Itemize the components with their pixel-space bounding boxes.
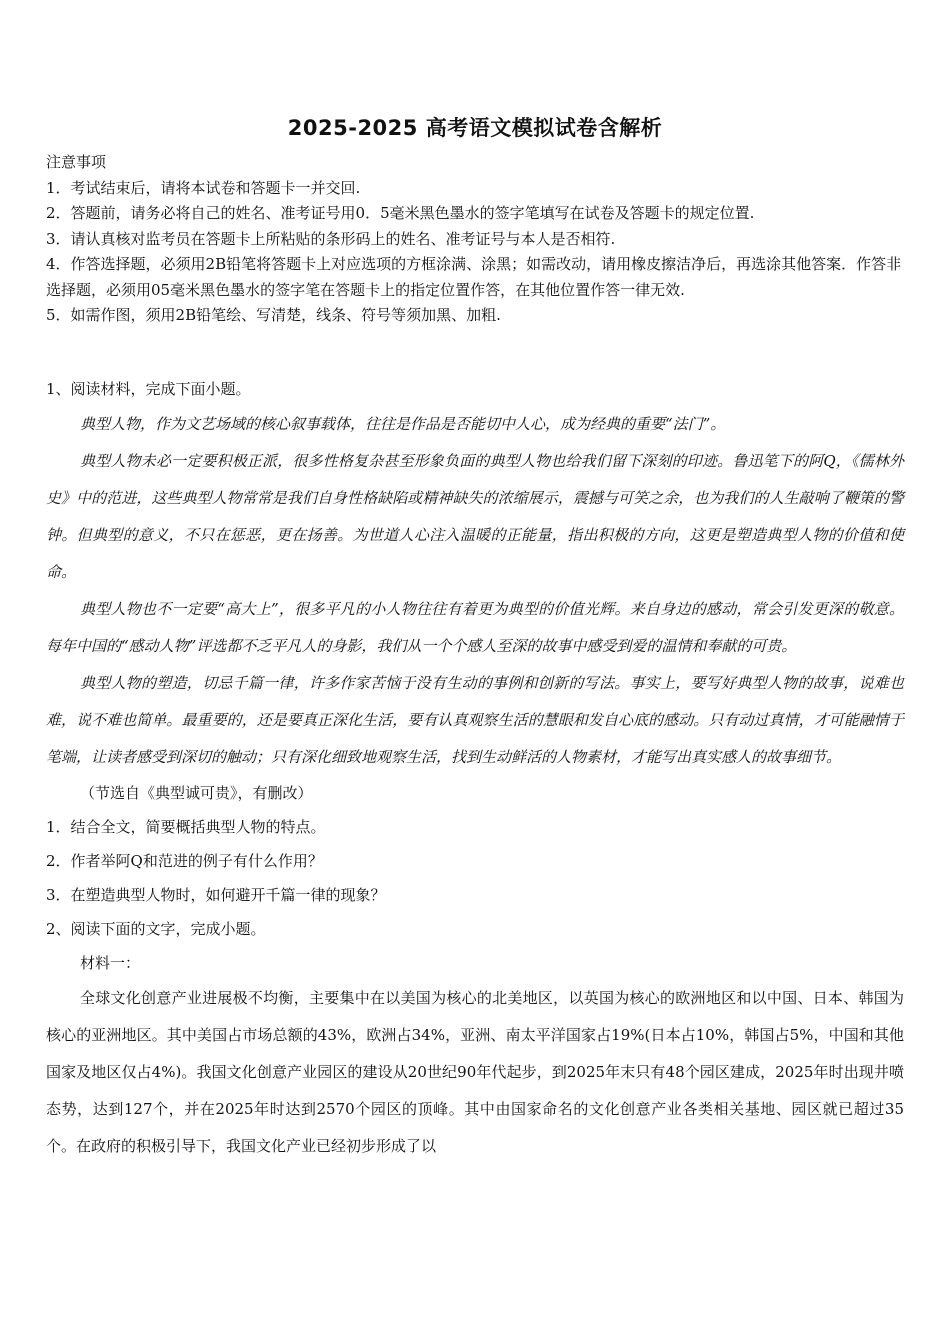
question-2-heading: 2、阅读下面的文字，完成小题。 [46,920,266,938]
passage-paragraph: 典型人物未必一定要积极正派，很多性格复杂甚至形象负面的典型人物也给我们留下深刻的印迹。鲁迅笔下的阿Q，《儒林外史》中的范进，这些典型人物常常是我们自身性格缺陷或精神缺失的浓缩展示，震撼与可笑之余，也为我们的人生敲响了鞭策的警钟。但典型的意义，不只在惩恶，更在扬善。为世道人心注入温暖的正能量，指出积极的方向，这更是塑造典型人物的价值和使命。 [46,452,904,581]
question-body [46,372,904,1165]
question-1-heading: 1、阅读材料，完成下面小题。 [46,380,251,398]
material-paragraph: 全球文化创意产业进展极不均衡，主要集中在以美国为核心的北美地区，以英国为核心的欧洲地区和以中国、日本、韩国为核心的亚洲地区。其中美国占市场总额的43%，欧洲占34%，亚洲、南太平洋国家占19%(日本占10%，韩国占5%，中国和其他国家及地区仅占4%)。我国文化创意产业园区的建设从20世纪90年代起步，到2025年末只有48个园区建成，2025年时出现井喷态势，达到127个，并在2025年时达到2570个园区的顶峰。其中由国家命名的文化创意产业各类相关基地、园区就已超过35个。在政府的积极引导下，我国文化产业已经初步形成了以 [46,989,904,1155]
material-label: 材料一： [80,954,141,972]
notice-section [46,150,906,329]
passage-source: （节选自《典型诚可贵》，有删改） [80,784,313,802]
sub-question: 1．结合全文，简要概括典型人物的特点。 [46,818,326,836]
notice-item: 1．考试结束后，请将本试卷和答题卡一并交回. [46,178,361,197]
passage-paragraph: 典型人物，作为文艺场域的核心叙事载体，往往是作品是否能切中人心，成为经典的重要“法门”。 [80,415,726,433]
notice-item: 4．作答选择题，必须用2B铅笔将答题卡上对应选项的方框涂满、涂黑；如需改动，请用橡皮擦洁净后，再选涂其他答案．作答非选择题，必须用05毫米黑色墨水的签字笔在答题卡上的指定位置作答，在其他位置作答一律无效. [46,255,902,299]
notice-heading: 注意事项 [46,153,107,171]
sub-question: 2．作者举阿Q和范进的例子有什么作用？ [46,852,323,870]
sub-question: 3．在塑造典型人物时，如何避开千篇一律的现象？ [46,886,386,904]
notice-item: 2．答题前，请务必将自己的姓名、准考证号用0．5毫米黑色墨水的签字笔填写在试卷及答题卡的规定位置. [46,204,755,222]
notice-item: 3．请认真核对监考员在答题卡上所粘贴的条形码上的姓名、准考证号与本人是否相符. [46,229,616,248]
page-title: 2025-2025 高考语文模拟试卷含解析 [287,116,663,140]
passage-paragraph: 典型人物也不一定要“高大上”，很多平凡的小人物往往有着更为典型的价值光辉。来自身边的感动，常会引发更深的敬意。每年中国的“感动人物”评选都不乏平凡人的身影，我们从一个个感人至深的故事中感受到爱的温情和奉献的可贵。 [46,600,904,655]
passage-paragraph: 典型人物的塑造，切忌千篇一律，许多作家苦恼于没有生动的事例和创新的写法。事实上，要写好典型人物的故事，说难也难，说不难也简单。最重要的，还是要真正深化生活，要有认真观察生活的慧眼和发自心底的感动。只有动过真情，才可能融情于笔端，让读者感受到深切的触动；只有深化细致地观察生活，找到生动鲜活的人物素材，才能写出真实感人的故事细节。 [46,674,904,766]
notice-item: 5．如需作图，须用2B铅笔绘、写清楚，线条、符号等须加黑、加粗. [46,306,501,324]
